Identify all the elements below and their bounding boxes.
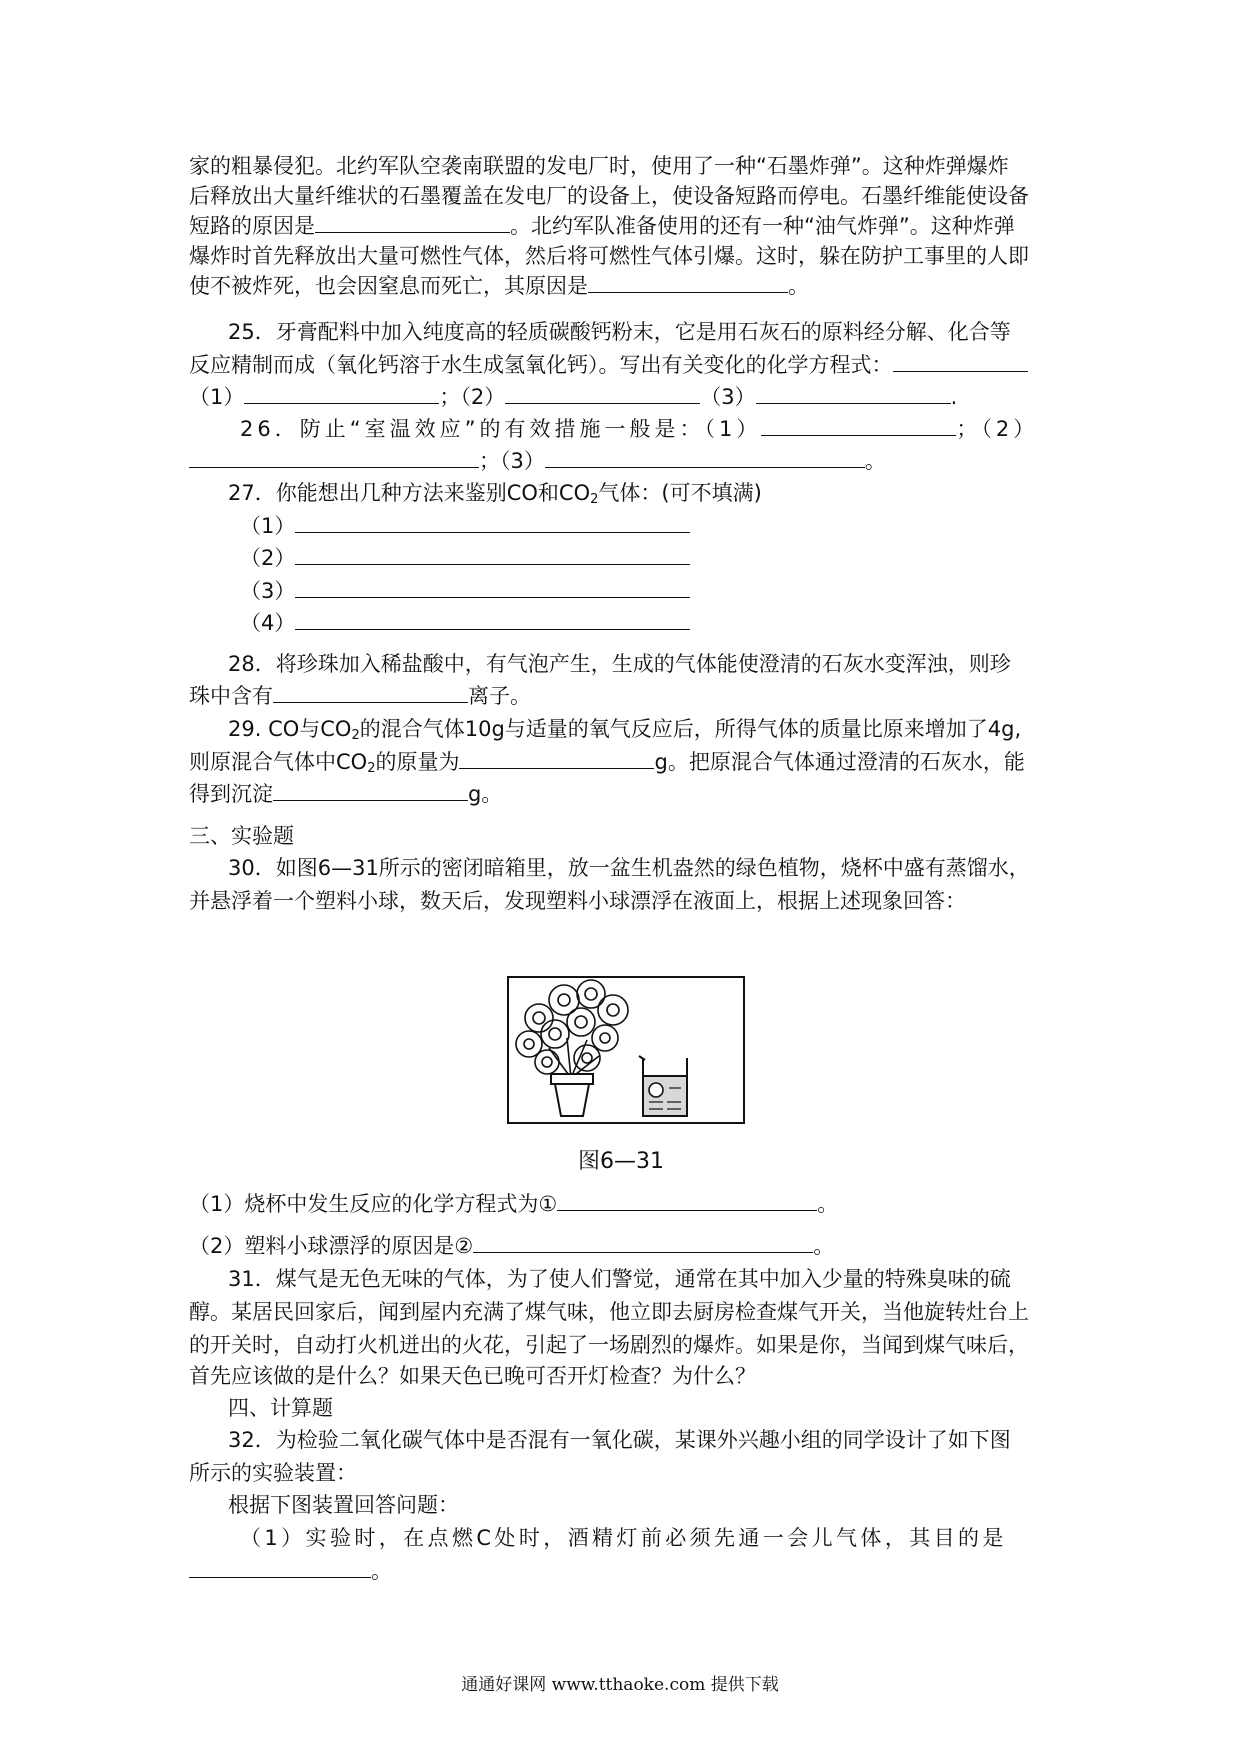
q24-text-3b: 。北约军队准备使用的还有一种“油气炸弹”。这种炸弹	[510, 214, 1015, 238]
q32-line-2: 所示的实验装置：	[189, 1461, 357, 1485]
q31-line-3: 的开关时，自动打火机迸出的火花，引起了一场剧烈的爆炸。如果是你，当闻到煤气味后，	[189, 1333, 1029, 1357]
q25-part-2-label: ；（2）	[439, 385, 506, 409]
beaker-icon	[639, 1056, 687, 1116]
q30-line-2: 并悬浮着一个塑料小球，数天后，发现塑料小球漂浮在液面上，根据上述现象回答：	[189, 889, 966, 913]
q30-sub-2-end: 。	[813, 1234, 835, 1258]
q25-line-1: 25．牙膏配料中加入纯度高的轻质碳酸钙粉末，它是用石灰石的原料经分解、化合等	[228, 320, 1011, 344]
q26-text-2a: ；（3）	[479, 449, 545, 473]
q29-text-d: 的原量为	[375, 750, 460, 774]
q28-text-2b: 离子。	[468, 684, 531, 708]
q24-line-1: 家的粗暴侵犯。北约军队空袭南联盟的发电厂时，使用了一种“石墨炸弹”。这种炸弹爆炸	[189, 154, 1009, 178]
q31-line-2: 醇。某居民回家后，闻到屋内充满了煤气味，他立即去厨房检查煤气开关，当他旋转灶台上	[189, 1300, 1029, 1324]
q27-stem-b: 气体：(可不填满)	[598, 481, 762, 505]
q32-line-4: （1）实验时，在点燃C处时，酒精灯前必须先通一会儿气体，其目的是	[240, 1526, 1007, 1550]
q26-text-1b: ；（2）	[956, 417, 1039, 441]
answer-blank[interactable]	[459, 746, 654, 769]
q27-item-label: （2）	[240, 546, 296, 570]
q29-text-f: 得到沉淀	[189, 782, 273, 806]
q29-line-3	[189, 778, 1059, 810]
q25-text-2: 反应精制而成（氧化钙溶于水生成氢氧化钙）。写出有关变化的化学方程式：	[189, 353, 893, 377]
answer-blank[interactable]	[761, 413, 956, 436]
answer-blank[interactable]	[295, 607, 690, 630]
answer-blank[interactable]	[473, 1230, 813, 1253]
answer-blank[interactable]	[893, 349, 1028, 372]
q32-line-1: 32．为检验二氧化碳气体中是否混有一氧化碳，某课外兴趣小组的同学设计了如下图	[228, 1428, 1011, 1452]
flower-pot-icon	[551, 1074, 593, 1116]
q25-part-1-label: （1）	[189, 385, 245, 409]
answer-blank[interactable]	[315, 210, 510, 233]
answer-blank[interactable]	[557, 1188, 817, 1211]
answer-blank[interactable]	[189, 1555, 371, 1578]
q25-line-2	[189, 349, 1059, 381]
q27-item-label: （1）	[240, 514, 296, 538]
answer-blank[interactable]	[295, 542, 690, 565]
section-heading: 四、计算题	[228, 1396, 333, 1420]
q25-part-3-label: （3）	[700, 385, 756, 409]
q27-item-4	[240, 607, 1110, 639]
q27-item-label: （3）	[240, 579, 296, 603]
q27-item-label: （4）	[240, 611, 296, 635]
q26-line-1	[240, 413, 1110, 445]
q24-line-3	[189, 210, 1059, 242]
subscript: 2	[590, 492, 599, 507]
figure-caption: 图6—31	[578, 1149, 664, 1174]
q26-text-2b: 。	[864, 449, 886, 473]
q31-line-1: 31．煤气是无色无味的气体，为了使人们警觉，通常在其中加入少量的特殊臭味的硫	[228, 1267, 1011, 1291]
q25-end: .	[950, 385, 958, 409]
q29-text-c: 则原混合气体中CO	[189, 750, 368, 774]
q25-line-3	[189, 381, 1059, 413]
answer-blank[interactable]	[189, 445, 479, 468]
q29-text-a: 29. CO与CO	[228, 717, 352, 741]
plant-and-beaker-illustration	[509, 978, 742, 1121]
q30-sub-2-text: （2）塑料小球漂浮的原因是②	[189, 1234, 474, 1258]
subscript: 2	[351, 728, 360, 743]
q31-line-4: 首先应该做的是什么？如果天色已晚可否开灯检查？为什么？	[189, 1364, 756, 1388]
answer-blank[interactable]	[273, 680, 468, 703]
answer-blank[interactable]	[588, 270, 788, 293]
q24-line-4: 爆炸时首先释放出大量可燃性气体，然后将可燃性气体引爆。这时，躲在防护工事里的人即	[189, 244, 1029, 268]
q29-text-b: 的混合气体10g与适量的氧气反应后，所得气体的质量比原来增加了4g,	[359, 717, 1022, 741]
q30-line-1: 30．如图6—31所示的密闭暗箱里，放一盆生机盎然的绿色植物，烧杯中盛有蒸馏水，	[228, 856, 1030, 880]
q30-sub-1-end: 。	[817, 1192, 839, 1216]
q32-line-5	[189, 1555, 1059, 1587]
q27-item-1	[240, 510, 1110, 542]
answer-blank[interactable]	[295, 575, 690, 598]
subscript: 2	[367, 761, 376, 776]
plant-icon	[516, 980, 628, 1078]
section-heading: 三、实验题	[189, 824, 294, 848]
q28-line-1: 28．将珍珠加入稀盐酸中，有气泡产生，生成的气体能使澄清的石灰水变浑浊，则珍	[228, 652, 1011, 676]
answer-blank[interactable]	[295, 510, 690, 533]
answer-blank[interactable]	[273, 778, 468, 801]
q27-item-2	[240, 542, 1110, 574]
q24-line-5	[189, 270, 1059, 302]
q24-line-2: 后释放出大量纤维状的石墨覆盖在发电厂的设备上，使设备短路而停电。石墨纤维能使设备	[189, 184, 1029, 208]
q26-text-1a: 26．防止“室温效应”的有效措施一般是：（1）	[240, 417, 762, 441]
sealed-box-figure	[507, 976, 745, 1124]
q28-line-2	[189, 680, 1059, 712]
q27-stem-a: 27．你能想出几种方法来鉴别CO和CO	[228, 481, 591, 505]
q28-text-2a: 珠中含有	[189, 684, 273, 708]
page-footer: 通通好课网 www.tthaoke.com 提供下载	[461, 1675, 779, 1695]
q30-sub-1	[189, 1188, 1059, 1220]
q30-sub-2	[189, 1230, 1059, 1262]
answer-blank[interactable]	[505, 381, 700, 404]
q30-sub-1-text: （1）烧杯中发生反应的化学方程式为①	[189, 1192, 558, 1216]
q29-text-g: g。	[468, 782, 503, 806]
q32-line-3: 根据下图装置回答问题：	[228, 1493, 459, 1517]
q24-text-5b: 。	[788, 274, 809, 298]
q26-line-2	[189, 445, 1059, 477]
q29-text-e: g。把原混合气体通过澄清的石灰水，能	[654, 750, 1025, 774]
q27-item-3	[240, 575, 1110, 607]
answer-blank[interactable]	[756, 381, 951, 404]
q24-text-3a: 短路的原因是	[189, 214, 315, 238]
q32-end: 。	[371, 1559, 392, 1583]
answer-blank[interactable]	[545, 445, 865, 468]
answer-blank[interactable]	[244, 381, 439, 404]
q24-text-5a: 使不被炸死，也会因窒息而死亡，其原因是	[189, 274, 588, 298]
